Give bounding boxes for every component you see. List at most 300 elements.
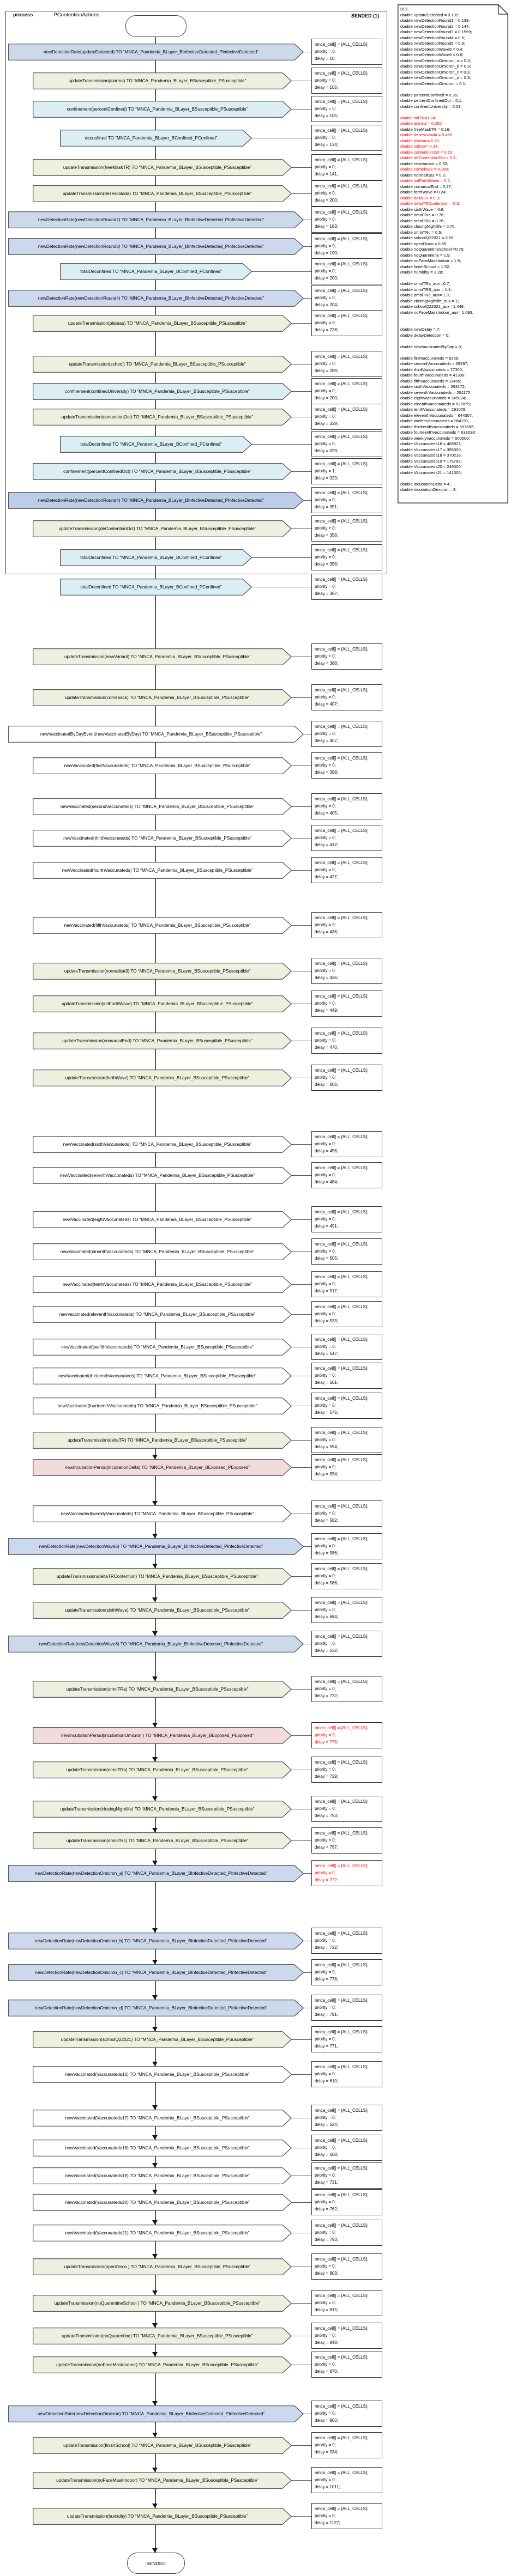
annotation-note[interactable] [311,1065,382,1091]
flow-node[interactable] [33,1432,292,1449]
flow-node[interactable] [33,2437,292,2454]
flow-node[interactable] [33,1070,292,1086]
annotation-note[interactable] [311,793,382,819]
flow-node-label: newIncubationPeriod(incubationOmicron ) TO “MNCA_Pandemia_BLayer_BExposed_PExposed” [61,1733,254,1738]
flow-node[interactable] [33,2194,292,2211]
flow-node[interactable] [33,917,292,934]
dcl-line: double humidity = 2.28; [400,270,443,275]
dcl-line: double school= 0.34; [400,144,439,149]
flow-node-label: newDetectionRate(newDetectionOmicron_b) TO “MNCA_Pandemia_BLayer_BInfectiveDetected_PInfectiveDetected” [35,1939,267,1943]
flow-node[interactable] [33,995,292,1012]
annotation-note[interactable] [311,684,382,710]
annotation-line: delay = 398; [315,770,338,775]
annotation-connector [291,838,312,839]
state-label: SENDED (1) [351,13,379,19]
flow-node[interactable] [33,2328,292,2344]
annotation-note[interactable] [311,1995,382,2021]
annotation-note[interactable] [311,1796,382,1822]
flow-node[interactable] [33,1505,292,1522]
annotation-note[interactable] [311,1533,382,1559]
flow-node[interactable] [33,1368,292,1384]
flow-node[interactable] [33,2066,292,2083]
annotation-connector [291,870,312,871]
dcl-line: double newDetectionOmicron_b = 0.3; [400,64,471,69]
annotation-note[interactable] [311,544,382,570]
annotation-connector [291,471,312,472]
annotation-note[interactable] [311,1827,382,1854]
annotation-line: priority = 0; [315,165,336,169]
flow-node-label: newVaccinated(firstVaccunateds) TO “MNCA_Pandemia_BLayer_BSusceptible_PSusceptible” [64,763,251,768]
annotation-line: mnca_cell[] = {ALL_CELLS}; [315,1337,369,1342]
annotation-note[interactable] [311,2162,382,2189]
annotation-note[interactable] [311,2323,382,2349]
annotation-line: priority = 0; [315,1838,336,1843]
annotation-line: priority = 0; [315,1641,336,1646]
annotation-note[interactable] [311,2026,382,2052]
flow-node[interactable] [8,1964,304,1981]
annotation-note[interactable] [311,991,382,1017]
flow-node[interactable] [33,830,292,847]
flow-node-label: newIncubationPeriod(incubationDelta) TO “MNCA_Pandemia_BLayer_BExposed_PExposed” [64,1465,250,1470]
flow-node[interactable] [33,798,292,815]
flow-node[interactable] [8,1865,304,1882]
flow-node[interactable] [60,130,252,147]
dcl-line [400,350,506,356]
annotation-connector [291,925,312,926]
annotation-line: mnca_cell[] = {ALL_CELLS}; [315,1566,369,1571]
annotation-line: delay = 351; [315,505,338,509]
annotation-note[interactable] [311,351,382,377]
annotation-line: mnca_cell[] = {ALL_CELLS}; [315,184,369,189]
annotation-note[interactable] [311,1631,382,1657]
annotation-connector [291,2445,312,2446]
annotation-note[interactable] [311,1928,382,1954]
flow-arrowhead [152,2220,158,2225]
annotation-line: priority = 0; [315,867,336,872]
annotation-note[interactable] [311,2189,382,2215]
flow-arrowhead [152,2163,158,2167]
annotation-line: delay = 848; [315,2340,338,2345]
flow-arrowhead [152,1501,158,1505]
annotation-line: delay = 778; [315,1740,338,1745]
annotation-note[interactable] [311,487,382,513]
annotation-note[interactable] [311,233,382,259]
flow-node[interactable] [8,1933,304,1949]
annotation-line: delay = 329; [315,448,338,453]
annotation-line: priority = 0; [315,1217,336,1222]
annotation-line: priority = 0; [315,361,336,366]
flow-arrowhead [152,2135,158,2140]
flow-node[interactable] [33,1306,292,1323]
annotation-line: mnca_cell[] = {ALL_CELLS}; [315,461,369,466]
annotation-line: priority = 0; [315,695,336,700]
annotation-note[interactable] [311,206,382,233]
annotation-line: mnca_cell[] = {ALL_CELLS}; [315,1031,369,1036]
flow-node[interactable] [8,290,304,307]
annotation-line: delay = 586; [315,1551,338,1556]
flow-node[interactable] [33,1136,292,1153]
annotation-note[interactable] [311,154,382,180]
annotation-note[interactable] [311,752,382,779]
annotation-line: mnca_cell[] = {ALL_CELLS}; [315,236,369,241]
annotation-line: mnca_cell[] = {ALL_CELLS}; [315,71,369,76]
annotation-note[interactable] [311,2352,382,2378]
flow-arrowhead [152,1960,158,1964]
annotation-line: mnca_cell[] = {ALL_CELLS}; [315,2355,369,2360]
annotation-line: priority = 0; [315,497,336,502]
flow-node[interactable] [33,1459,292,1476]
flow-node[interactable] [33,356,292,373]
annotation-line: mnca_cell[] = {ALL_CELLS}; [315,381,369,386]
start-terminator[interactable] [125,15,187,37]
flow-node[interactable] [33,1398,292,1414]
flow-arrowhead [152,1828,158,1832]
annotation-note[interactable] [311,1206,382,1232]
annotation-note[interactable] [311,2220,382,2246]
annotation-note[interactable] [311,1238,382,1265]
flow-node[interactable] [33,1339,292,1356]
annotation-note[interactable] [311,1363,382,1389]
annotation-note[interactable] [311,2253,382,2280]
flow-node-label: newVaccinated(sixthVaccunateds) TO “MNCA_Pandemia_BLayer_BSusceptible_PSusceptible” [63,1142,252,1147]
flow-node-label: newVaccinated(thirdVaccunateds) TO “MNCA_Pandemia_BLayer_BSusceptible_PSusceptible” [63,836,251,841]
flow-node[interactable] [8,44,304,60]
flow-node-label: newDetectionRate(newDetectionOmicron_a) TO “MNCA_Pandemia_BLayer_BInfectiveDetected_PInfectiveDetected” [35,1871,267,1876]
annotation-line: delay = 791; [315,2012,338,2017]
flow-node[interactable] [33,2031,292,2048]
annotation-connector [291,2074,312,2075]
flow-node-label: updateTransmission(deltaTRContention) TO “MNCA_Pandemia_BLayer_BSusceptible_PSusceptible” [57,1574,258,1579]
dcl-line: double confinedUniversity = 0.03; [400,104,462,109]
annotation-connector [291,528,312,529]
flow-node[interactable] [8,492,304,509]
annotation-line: delay = 586; [315,1581,338,1585]
annotation-note[interactable] [311,515,382,542]
dcl-line: double incubationOmicron = 3; [400,487,457,492]
flow-node[interactable] [33,1832,292,1849]
annotation-note[interactable] [311,310,382,336]
flow-node[interactable] [33,1801,292,1818]
flow-node[interactable] [33,2356,292,2373]
flow-node-label: newVaccinated(eleventhVaccunateds) TO “MNCA_Pandemia_BLayer_BSusceptible_PSusceptible” [59,1312,256,1317]
dcl-line: double initTR=1.24; [400,115,437,120]
flow-node-label: totalDeconfined TO “MNCA_Pandemia_BLayer_BConfined_PConfined” [80,555,222,560]
flow-node-label: updateTransmission(deltaTR) TO “MNCA_Pandemia_BLayer_BSusceptible_PSusceptible” [67,1438,248,1443]
annotation-note[interactable] [311,958,382,984]
end-terminator[interactable] [127,2553,185,2574]
flow-node[interactable] [60,579,252,596]
flow-node-label: totalDeconfined TO “MNCA_Pandemia_BLayer_BConfined_PConfined” [80,585,222,590]
flow-node-label: updateTransmission(omniTRa) TO “MNCA_Pandemia_BLayer_BSusceptible_PSusceptible” [66,1687,249,1692]
annotation-connector [291,1610,312,1611]
annotation-line: priority = 0; [315,1938,336,1943]
flow-arrowhead [152,2352,158,2356]
flow-node[interactable] [8,1538,304,1555]
flow-node[interactable] [33,2225,292,2241]
dcl-line: double newDetectionRound4 = 0.6; [400,35,465,40]
dcl-line [400,321,506,327]
flow-arrowhead [152,2062,158,2066]
annotation-note[interactable] [311,2290,382,2316]
flow-node[interactable] [33,2140,292,2156]
annotation-note[interactable] [311,1334,382,1360]
flow-node[interactable] [60,549,252,566]
flow-node-label: updateTransmission(noFaceMaskIndoor) TO “MNCA_Pandemia_BLayer_BSusceptible_PSusceptible” [56,2362,258,2367]
annotation-connector [291,765,312,766]
annotation-note[interactable] [311,39,382,65]
flow-node[interactable] [8,2000,304,2016]
annotation-note[interactable] [311,125,382,151]
annotation-note[interactable] [311,1162,382,1188]
annotation-line: priority = 0; [315,1970,336,1974]
dcl-line [400,315,506,321]
flow-node[interactable] [33,315,292,332]
annotation-note[interactable] [311,1131,382,1157]
annotation-note[interactable] [311,1500,382,1527]
flow-node[interactable] [33,1167,292,1184]
annotation-note[interactable] [311,574,382,600]
flow-node[interactable] [33,409,292,426]
annotation-line: mnca_cell[] = {ALL_CELLS}; [315,2404,369,2409]
flow-node-label: newVaccinated(twelfthVaccunateds) TO “MNCA_Pandemia_BLayer_BSusceptible_PSusceptible” [61,1345,254,1350]
annotation-note[interactable] [311,1028,382,1054]
dcl-line: double omniTRc_aux= 1.3; [400,293,450,297]
flow-node[interactable] [33,1602,292,1619]
flow-node-label: updateTransmission(sixthWave) TO “MNCA_Pandemia_BLayer_BSusceptible_PSusceptible” [65,1608,250,1613]
annotation-note[interactable] [311,1454,382,1480]
dcl-line: double percentConfined = 0.35; [400,92,459,98]
annotation-line: mnca_cell[] = {ALL_CELLS}; [315,915,369,920]
annotation-note[interactable] [311,1757,382,1783]
annotation-line: delay = 561; [315,1380,338,1385]
flow-node[interactable] [33,1243,292,1260]
annotation-note[interactable] [311,1597,382,1623]
dcl-line: double twelfthVaccunateds = 364191; [400,418,470,423]
flow-node[interactable] [60,263,252,280]
annotation-line: priority = 0; [315,2443,336,2447]
dcl-line: double deContentionOct = 0.3; [400,155,457,160]
dcl-line: double schoolQ22021 = 0.65; [400,235,455,240]
dcl-line: double noFaceMaskIndoor = 1.9; [400,258,461,263]
annotation-note[interactable] [311,1427,382,1453]
annotation-note[interactable] [311,180,382,206]
annotation-note[interactable] [311,1301,382,1327]
dcl-line: double thirdVaccunateds = 77300; [400,367,463,372]
annotation-line: priority = 0; [315,2333,336,2338]
dcl-line [400,276,506,282]
annotation-line: delay = 684; [315,1614,338,1619]
flow-node-label: newVaccinated(Vaccunateds20) TO “MNCA_Pandemia_BLayer_BSusceptible_PSusceptible” [65,2200,250,2205]
flow-node[interactable] [33,2167,292,2184]
dcl-line [400,476,506,482]
annotation-note[interactable] [311,285,382,311]
annotation-line: mnca_cell[] = {ALL_CELLS}; [315,724,369,729]
annotation-line: priority = 0; [315,968,336,973]
annotation-line: delay = 183; [315,224,338,229]
annotation-note[interactable] [311,912,382,938]
dcl-line: double openDisco = 0.65; [400,241,448,246]
process-kind-label: process [13,12,33,18]
annotation-line: priority = 0; [315,2145,336,2150]
flow-node[interactable] [33,1727,292,1744]
dcl-line: double deltaTR = 0.9; [400,195,440,201]
flow-node[interactable] [8,211,304,228]
flow-node-label: newDetectionRate(newDetectionRound4) TO “MNCA_Pandemia_BLayer_BInfectiveDetected_PInfectiveDetected” [38,498,264,503]
annotation-note[interactable] [311,1676,382,1702]
dcl-line: double seventhVaccunateds = 291172; [400,390,472,395]
annotation-note[interactable] [311,2135,382,2161]
annotation-note[interactable] [311,1563,382,1589]
flow-arrowhead [152,1861,158,1865]
annotation-note[interactable] [311,378,382,404]
annotation-line: priority = 0; [315,654,336,659]
annotation-line: priority = 0; [315,1573,336,1578]
annotation-note[interactable] [311,68,382,94]
dcl-declarations-note[interactable] [398,4,508,503]
flow-node[interactable] [33,1032,292,1049]
annotation-line: mnca_cell[] = {ALL_CELLS}; [315,490,369,495]
flow-node[interactable] [33,1761,292,1778]
flow-node[interactable] [33,2472,292,2489]
annotation-note[interactable] [311,721,382,747]
annotation-note[interactable] [311,2061,382,2087]
flow-arrowhead [152,1534,158,1538]
annotation-note[interactable] [311,1271,382,1297]
dcl-line: double newDetectionWave5 = 0.4; [400,46,464,52]
flow-node[interactable] [33,648,292,665]
flow-node-label: updateTransmission(school) TO “MNCA_Pandemia_BLayer_BSusceptible_PSusceptible” [69,362,246,367]
dcl-line: double weeklyVaccunateds = 500000; [400,435,470,441]
annotation-line: mnca_cell[] = {ALL_CELLS}; [315,1831,369,1836]
annotation-note[interactable] [311,2401,382,2427]
flow-node[interactable] [33,2110,292,2127]
annotation-line: delay = 412; [315,842,338,847]
annotation-line: priority = 0; [315,731,336,736]
annotation-line: delay = 134; [315,142,338,147]
flow-node[interactable] [33,689,292,706]
dcl-line [400,87,506,93]
annotation-line: delay = 517; [315,1289,338,1293]
flow-node[interactable] [8,726,304,743]
dcl-line: double newDetectionRound2 = 0.144; [400,23,470,29]
annotation-connector [291,1467,312,1468]
dcl-line: double closingNightlife_aux = 1; [400,298,459,303]
dcl-line: double omniTRB_aux = 1.4; [400,287,452,292]
flow-node[interactable] [33,2295,292,2312]
annotation-note[interactable] [311,1959,382,1985]
flow-node-label: updateTransmission(initForthWave) TO “MNCA_Pandemia_BLayer_BSusceptible_PSusceptible” [62,1001,253,1006]
annotation-note[interactable] [311,2432,382,2458]
annotation-line: priority = 0; [315,1607,336,1612]
flow-node[interactable] [33,520,292,537]
annotation-connector [291,1840,312,1841]
flow-node[interactable] [60,436,252,453]
annotation-note[interactable] [311,2467,382,2493]
flow-node[interactable] [33,862,292,879]
annotation-connector [251,271,312,272]
flow-node-label: newDetectionRate(newDetectionOmicron_d) TO “MNCA_Pandemia_BLayer_BInfectiveDetected_PInfectiveDetected” [35,2006,267,2010]
annotation-note[interactable] [311,96,382,122]
annotation-connector [291,2516,312,2517]
annotation-line: priority = 0; [315,2411,336,2416]
annotation-line: priority = 0; [315,78,336,83]
flow-node[interactable] [8,2405,304,2422]
end-terminator-label: SENDED [146,2560,166,2566]
annotation-note[interactable] [311,1722,382,1748]
flow-node-label: newVaccinated(Vaccunateds16) TO “MNCA_Pandemia_BLayer_BSusceptible_PSusceptible” [65,2072,250,2077]
annotation-line: delay = 722; [315,1878,338,1882]
annotation-line: priority = 0; [315,555,336,560]
flow-arrowhead [152,1564,158,1568]
annotation-connector [291,1144,312,1145]
annotation-note[interactable] [311,825,382,851]
annotation-note[interactable] [311,258,382,284]
annotation-line: delay = 762; [315,2207,338,2212]
flow-node[interactable] [33,1276,292,1293]
flow-node[interactable] [33,2258,292,2275]
annotation-connector [291,2202,312,2203]
flow-node-label: updateTransmission(openDisco ) TO “MNCA_Pandemia_BLayer_BSusceptible_PSusceptible” [64,2264,251,2269]
annotation-line: delay = 900; [315,2418,338,2423]
annotation-note[interactable] [311,643,382,670]
flow-node-label: newDetectionRate(newDetectionOmicron) TO “MNCA_Pandemia_BLayer_BInfectiveDetected_PInfectiveDetected” [37,2411,265,2416]
flow-node[interactable] [33,383,292,400]
annotation-note[interactable] [311,1860,382,1886]
annotation-note[interactable] [311,404,382,430]
flow-node[interactable] [33,463,292,480]
annotation-line: delay = 753; [315,1813,338,1818]
flow-node[interactable] [8,1636,304,1652]
dcl-line: double deltaTRContention = 0.3; [400,201,460,206]
dcl-line: double omniTRc = 0.5; [400,229,442,235]
dcl-line: double newVariant = 0.32; [400,161,448,166]
annotation-line: mnca_cell[] = {ALL_CELLS}; [315,2192,369,2197]
flow-node[interactable] [33,963,292,980]
annotation-line: priority = 0; [315,2362,336,2367]
dcl-line: double closingNightlife = 0.76; [400,224,456,229]
annotation-note[interactable] [311,857,382,883]
flow-node[interactable] [33,101,292,118]
flow-node[interactable] [33,2508,292,2525]
annotation-connector [251,444,312,445]
annotation-line: delay = 204; [315,302,338,307]
flow-node-label: confinement(percentConfined) TO “MNCA_Pandemia_BLayer_BSusceptible_PSusceptible” [67,107,248,112]
annotation-connector [291,1440,312,1441]
annotation-note[interactable] [311,1393,382,1419]
flow-node-label: totalDeconfined TO “MNCA_Pandemia_BLayer_BConfined_PConfined” [80,269,222,274]
annotation-note[interactable] [311,458,382,484]
annotation-note[interactable] [311,431,382,457]
annotation-connector [303,1546,312,1547]
flow-node[interactable] [33,185,292,202]
flow-arrowhead [152,1676,158,1681]
annotation-line: mnca_cell[] = {ALL_CELLS}; [315,1679,369,1684]
flow-node[interactable] [33,159,292,176]
flow-node[interactable] [33,1568,292,1585]
annotation-line: mnca_cell[] = {ALL_CELLS}; [315,797,369,801]
flow-node-label: newDetectionRate(newDetectionWave5) TO “MNCA_Pandemia_BLayer_BInfectiveDetected_PInfectiveDetected” [39,1544,263,1549]
flow-node[interactable] [33,1211,292,1228]
annotation-note[interactable] [311,2503,382,2529]
dcl-line: double noFaceMaskIndoor_aux= 1.693; [400,309,474,315]
annotation-note[interactable] [311,2105,382,2131]
flow-node[interactable] [33,72,292,89]
flow-node[interactable] [8,238,304,255]
flow-node[interactable] [33,757,292,774]
flow-node[interactable] [33,1681,292,1698]
flow-arrowhead [152,2291,158,2295]
annotation-line: delay = 358; [315,562,338,567]
